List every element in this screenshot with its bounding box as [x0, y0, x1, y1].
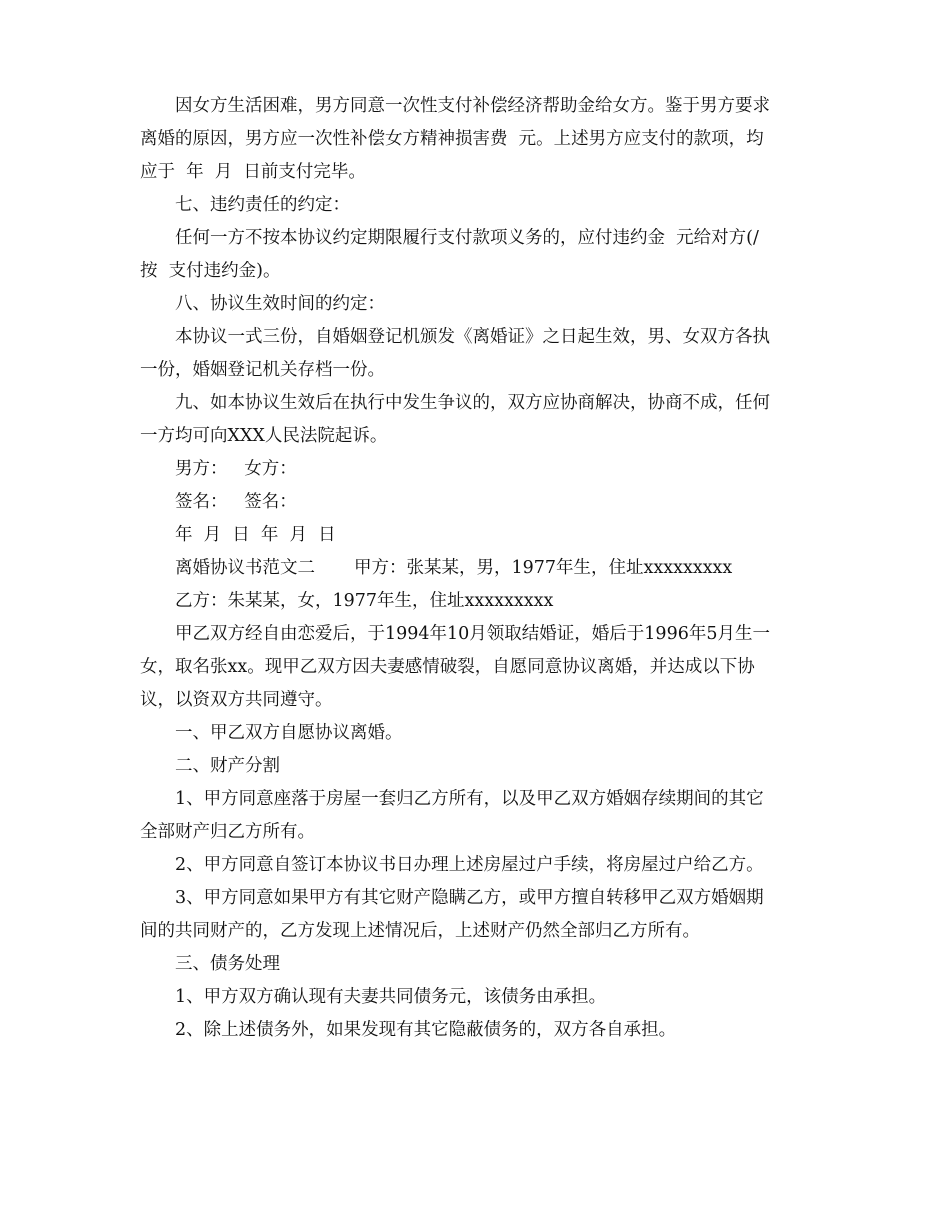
document-line: 按 支付违约金)。	[140, 261, 281, 281]
document-line: 任何一方不按本协议约定期限履行支付款项义务的，应付违约金 元给对方(/	[175, 228, 759, 248]
document-line: 2、甲方同意自签订本协议书日办理上述房屋过户手续，将房屋过户给乙方。	[175, 855, 764, 875]
document-line: 九、如本协议生效后在执行中发生争议的，双方应协商解决，协商不成，任何	[175, 393, 770, 413]
document-line: 离婚协议书范文二 甲方：张某某，男，1977年生，住址xxxxxxxxx	[175, 558, 733, 578]
document-line: 一份，婚姻登记机关存档一份。	[140, 360, 385, 380]
document-line: 议，以资双方共同遵守。	[140, 690, 333, 710]
document-body	[140, 90, 820, 1047]
document-line: 女，取名张xx。现甲乙双方因夫妻感情破裂，自愿同意协议离婚，并达成以下协	[140, 657, 755, 677]
document-line: 本协议一式三份，自婚姻登记机颁发《离婚证》之日起生效，男、女双方各执	[175, 327, 770, 347]
document-line: 一、甲乙双方自愿协议离婚。	[175, 723, 403, 743]
document-line: 七、违约责任的约定：	[175, 195, 350, 215]
document-line: 男方： 女方：	[175, 459, 297, 479]
document-line: 甲乙双方经自由恋爱后，于1994年10月领取结婚证，婚后于1996年5月生一	[175, 624, 770, 644]
document-line: 三、债务处理	[175, 954, 280, 974]
document-line: 3、甲方同意如果甲方有其它财产隐瞒乙方，或甲方擅自转移甲乙双方婚姻期	[175, 888, 764, 908]
document-line: 间的共同财产的，乙方发现上述情况后，上述财产仍然全部归乙方所有。	[140, 921, 700, 941]
document-line: 2、除上述债务外，如果发现有其它隐蔽债务的，双方各自承担。	[175, 1020, 677, 1040]
document-line: 二、财产分割	[175, 756, 280, 776]
document-line: 离婚的原因，男方应一次性补偿女方精神损害费 元。上述男方应支付的款项，均	[140, 129, 764, 149]
document-line: 一方均可向XXX人民法院起诉。	[140, 426, 388, 446]
document-line: 全部财产归乙方所有。	[140, 822, 315, 842]
document-line: 因女方生活困难，男方同意一次性支付补偿经济帮助金给女方。鉴于男方要求	[175, 96, 770, 116]
document-line: 1、甲方同意座落于房屋一套归乙方所有，以及甲乙双方婚姻存续期间的其它	[175, 789, 764, 809]
document-line: 签名： 签名：	[175, 492, 297, 512]
document-line: 八、协议生效时间的约定：	[175, 294, 385, 314]
document-line: 应于 年 月 日前支付完毕。	[140, 162, 366, 182]
document-line: 乙方：朱某某，女，1977年生，住址xxxxxxxxx	[175, 591, 554, 611]
document-line: 1、甲方双方确认现有夫妻共同债务元，该债务由承担。	[175, 987, 607, 1007]
document-line: 年 月 日 年 月 日	[175, 525, 336, 545]
